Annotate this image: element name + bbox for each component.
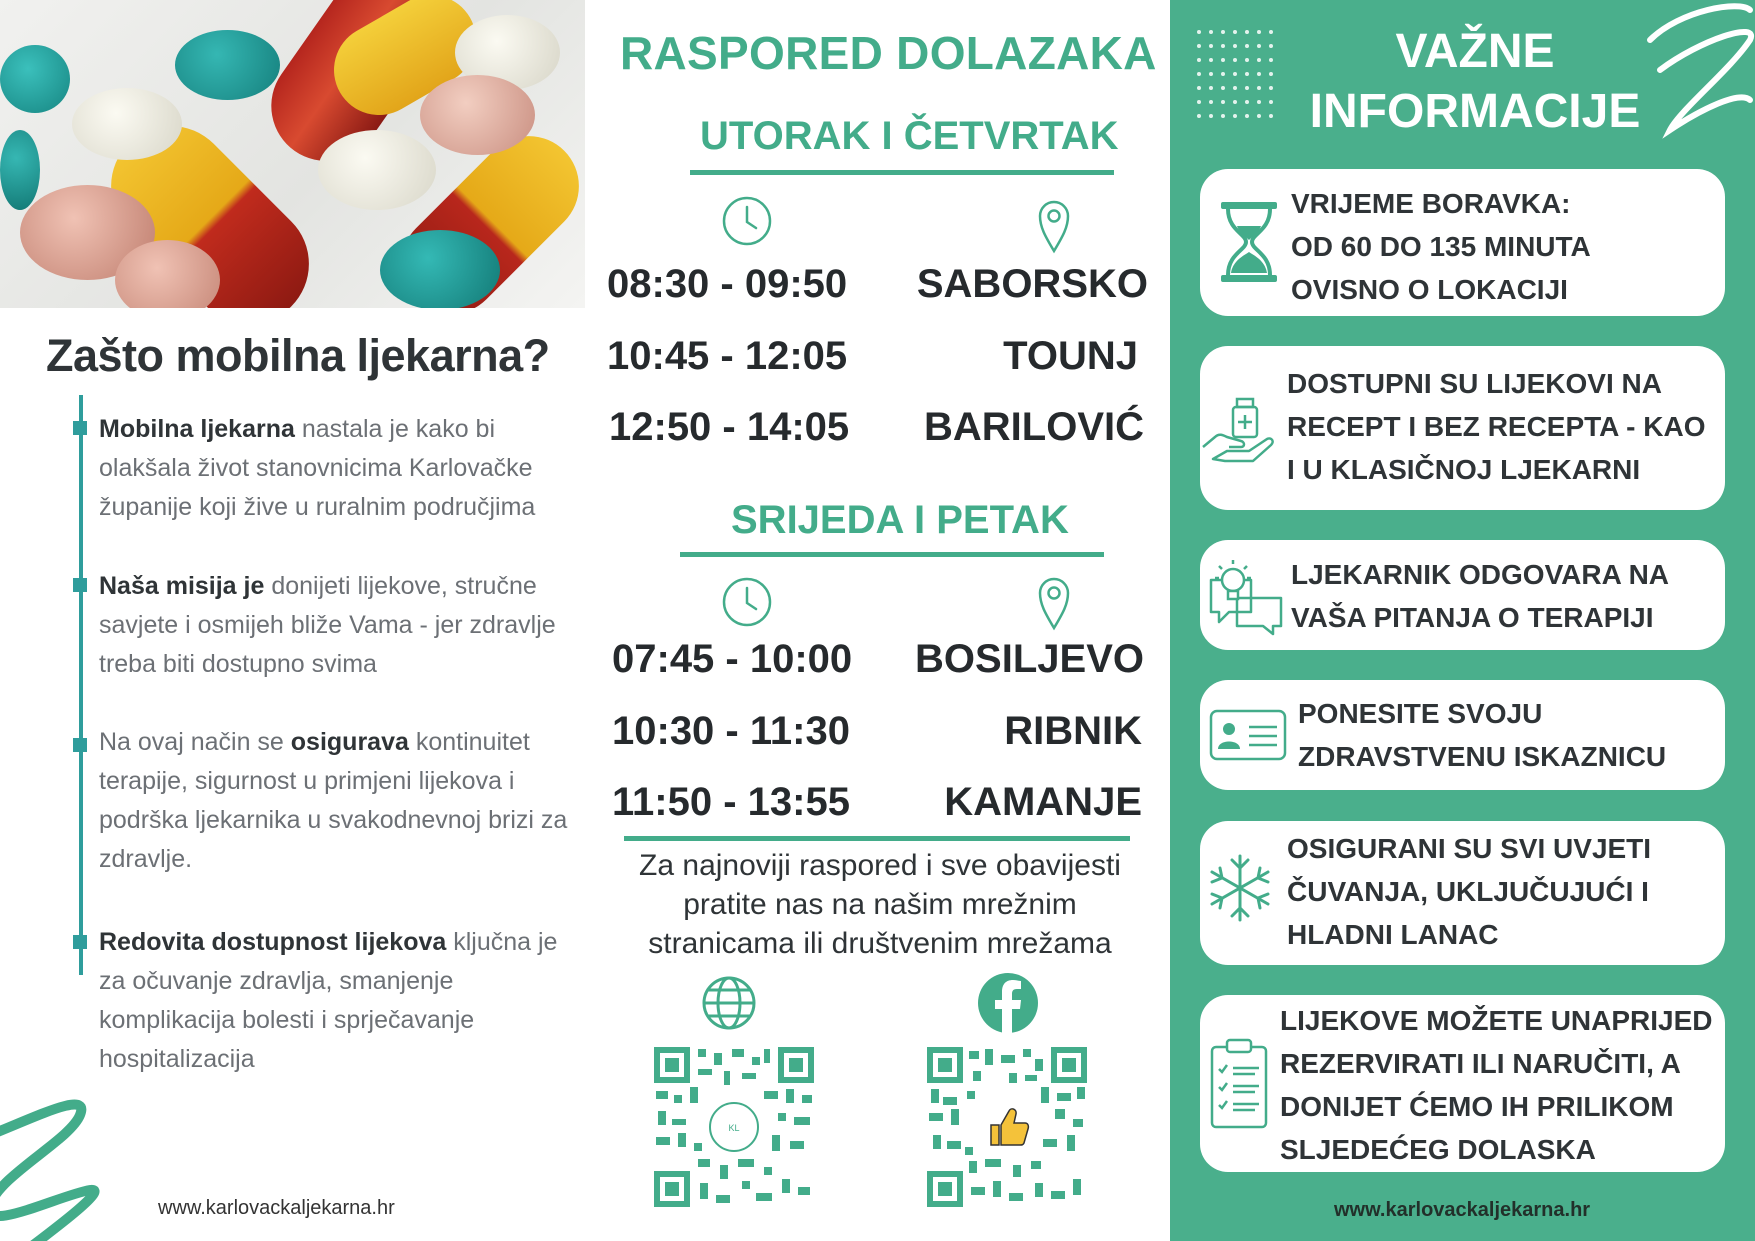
lightbulb-chat-icon — [1207, 558, 1285, 636]
clipboard-icon — [1209, 1037, 1269, 1129]
clock-icon — [721, 576, 773, 628]
day-heading-wed-fri: SRIJEDA I PETAK — [731, 498, 1069, 542]
card-text: PONESITE SVOJU ZDRAVSTVENU ISKAZNICU — [1298, 698, 1667, 772]
time-slot: 07:45 - 10:00 — [612, 637, 853, 681]
globe-icon — [701, 975, 757, 1031]
snowflake-icon — [1207, 853, 1273, 923]
svg-text:KL: KL — [728, 1123, 740, 1133]
qr-code-pattern — [927, 1047, 1087, 1207]
decorative-swirl — [1640, 0, 1755, 145]
paragraph-pre: Na ovaj način se — [99, 728, 291, 756]
paragraph-availability — [99, 923, 579, 1079]
info-title: VAŽNE INFORMACIJE — [1309, 25, 1641, 138]
id-card-icon — [1209, 709, 1287, 761]
paragraph-lead: Redovita dostupnost lijekova — [99, 928, 447, 956]
location-pin-icon — [1037, 575, 1071, 631]
timeline-marker — [73, 738, 87, 752]
paragraph-continuity — [99, 723, 579, 879]
website-link[interactable]: www.karlovackaljekarna.hr — [158, 1197, 395, 1219]
location-name: TOUNJ — [1003, 334, 1138, 378]
paragraph-body: ključna je za očuvanje zdravlja, smanjenje komplikacija bolesti i sprječavanje hospitalizacija — [99, 928, 558, 1073]
pills-photo — [0, 0, 585, 308]
paragraph-body: donijeti lijekove, stručne savjete i osmijeh bliže Vama - jer zdravlje treba biti dostupno svima — [99, 572, 556, 678]
card-text: OSIGURANI SU SVI UVJETI ČUVANJA, UKLJUČUJUĆI I HLADNI LANAC — [1287, 833, 1652, 950]
dot-grid-decoration — [1195, 28, 1275, 118]
time-slot: 10:45 - 12:05 — [607, 334, 848, 378]
location-name: BARILOVIĆ — [924, 405, 1144, 449]
page-title: Zašto mobilna ljekarna? — [46, 330, 550, 381]
divider — [680, 552, 1104, 557]
facebook-qr-code[interactable] — [927, 1047, 1087, 1207]
day-heading-tue-thu: UTORAK I ČETVRTAK — [700, 114, 1119, 158]
schedule-title: RASPORED DOLAZAKA — [620, 27, 1157, 79]
location-name: BOSILJEVO — [915, 637, 1144, 681]
follow-us-text: Za najnoviji raspored i sve obavijesti pratite nas na našim mrežnim stranicama ili društvenim mrežama — [639, 849, 1121, 960]
paragraph-lead: osigurava — [290, 728, 409, 756]
card-text: DOSTUPNI SU LIJEKOVI NA RECEPT I BEZ RECEPTA - KAO I U KLASIČNOJ LJEKARNI — [1287, 368, 1706, 485]
paragraph-mission — [99, 567, 579, 684]
timeline-marker — [73, 578, 87, 592]
time-slot: 11:50 - 13:55 — [612, 780, 850, 824]
divider — [690, 170, 1114, 175]
clock-icon — [721, 195, 773, 247]
paragraph-body: nastala je kako bi olakšala život stanovnicima Karlovačke županije koji žive u ruralnim područjima — [99, 415, 536, 521]
decorative-swirl — [0, 1095, 120, 1241]
location-name: RIBNIK — [1004, 709, 1142, 753]
paragraph-intro — [99, 410, 579, 527]
hourglass-icon — [1219, 200, 1279, 284]
paragraph-body: kontinuitet terapije, sigurnost u primjeni lijekova i podrška ljekarnika u svakodnevnoj brizi za zdravlje. — [99, 728, 568, 873]
location-name: SABORSKO — [916, 262, 1148, 306]
qr-code-pattern — [654, 1047, 814, 1207]
website-qr-code[interactable] — [654, 1047, 814, 1207]
timeline — [79, 395, 83, 975]
time-slot: 08:30 - 09:50 — [607, 262, 848, 306]
facebook-icon[interactable] — [977, 972, 1039, 1034]
website-link[interactable]: www.karlovackaljekarna.hr — [1334, 1199, 1591, 1221]
time-slot: 12:50 - 14:05 — [609, 405, 850, 449]
paragraph-lead: Mobilna ljekarna — [99, 415, 295, 443]
location-name: KAMANJE — [944, 780, 1142, 824]
location-pin-icon — [1037, 198, 1071, 254]
divider — [624, 836, 1130, 841]
time-slot: 10:30 - 11:30 — [612, 709, 850, 753]
medicine-hand-icon — [1201, 395, 1281, 465]
paragraph-lead: Naša misija je — [99, 572, 265, 600]
card-text: VRIJEME BORAVKA: OD 60 DO 135 MINUTA OVISNO O LOKACIJI — [1291, 188, 1591, 305]
card-text: LJEKARNIK ODGOVARA NA VAŠA PITANJA O TERAPIJI — [1291, 559, 1670, 633]
timeline-marker — [73, 935, 87, 949]
card-text: LIJEKOVE MOŽETE UNAPRIJED REZERVIRATI ILI NARUČITI, A DONIJET ĆEMO IH PRILIKOM SLJEDEĆEG DOLASKA — [1280, 1005, 1713, 1165]
timeline-marker — [73, 421, 87, 435]
